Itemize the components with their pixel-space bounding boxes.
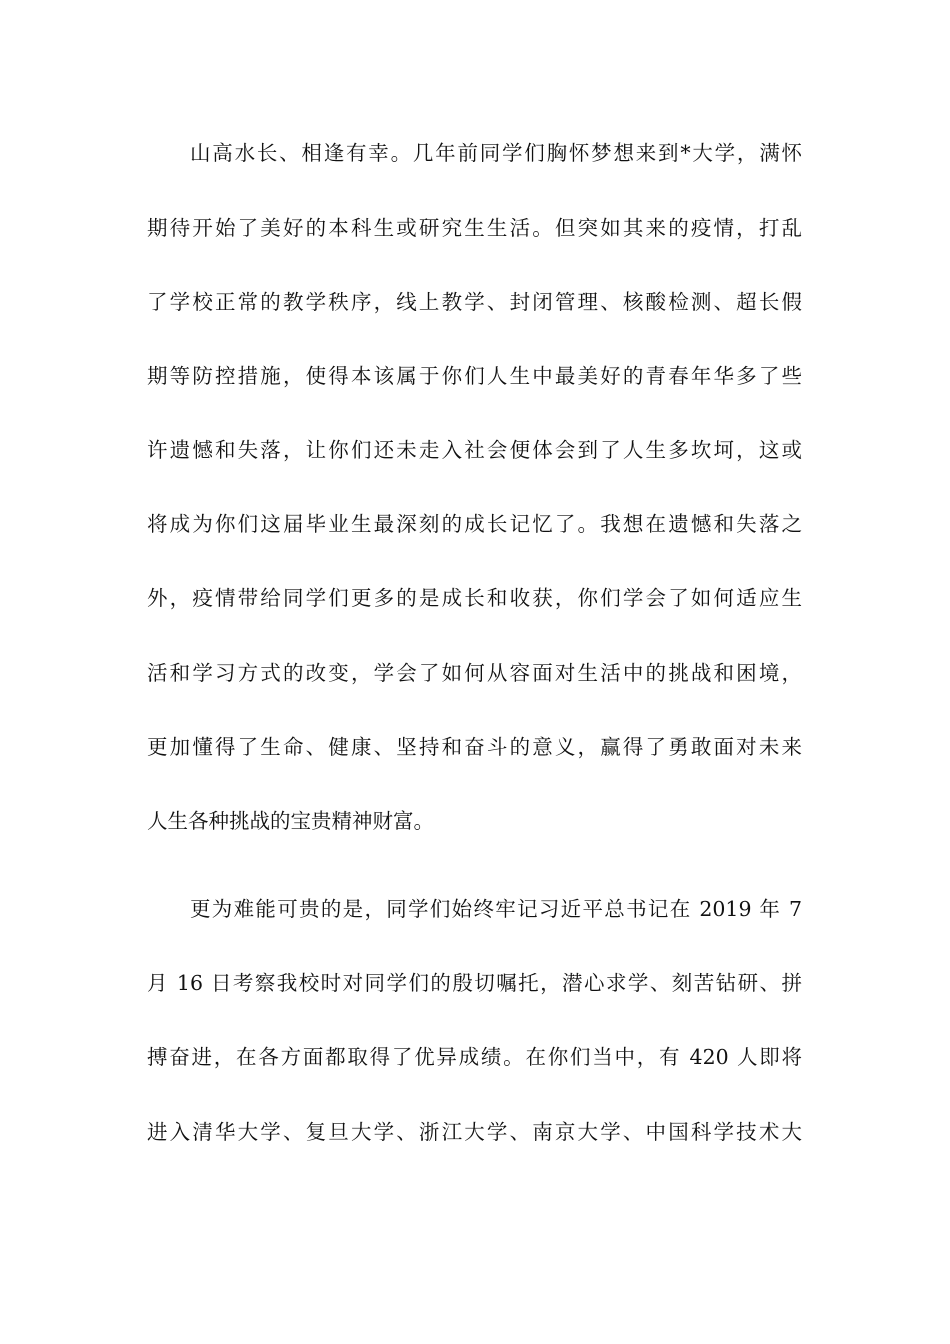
paragraph-1-line-10: 人生各种挑战的宝贵精神财富。 [147, 809, 434, 833]
paragraph-2-line-4: 进入清华大学、复旦大学、浙江大学、南京大学、中国科学技术大 [147, 1120, 802, 1144]
paragraph-1-line-4: 期等防控措施，使得本该属于你们人生中最美好的青春年华多了些 [147, 364, 802, 388]
paragraph-1-line-1: 山高水长、相逢有幸。几年前同学们胸怀梦想来到*大学，满怀 [190, 141, 802, 165]
paragraph-1-line-9: 更加懂得了生命、健康、坚持和奋斗的意义，赢得了勇敢面对未来 [147, 735, 802, 759]
paragraph-2-line-1: 更为难能可贵的是，同学们始终牢记习近平总书记在 2019 年 7 [190, 897, 802, 921]
paragraph-2-line-3: 搏奋进，在各方面都取得了优异成绩。在你们当中，有 420 人即将 [147, 1045, 802, 1069]
paragraph-1-line-3: 了学校正常的教学秩序，线上教学、封闭管理、核酸检测、超长假 [147, 290, 802, 314]
paragraph-1-line-7: 外，疫情带给同学们更多的是成长和收获，你们学会了如何适应生 [147, 586, 802, 610]
paragraph-2-line-2: 月 16 日考察我校时对同学们的殷切嘱托，潜心求学、刻苦钻研、拼 [147, 971, 802, 995]
paragraph-1-line-8: 活和学习方式的改变，学会了如何从容面对生活中的挑战和困境， [147, 661, 802, 685]
paragraph-1-line-6: 将成为你们这届毕业生最深刻的成长记忆了。我想在遗憾和失落之 [147, 512, 802, 536]
paragraph-1-line-2: 期待开始了美好的本科生或研究生生活。但突如其来的疫情，打乱 [147, 216, 802, 240]
paragraph-1-line-5: 许遗憾和失落，让你们还未走入社会便体会到了人生多坎坷，这或 [147, 438, 802, 462]
